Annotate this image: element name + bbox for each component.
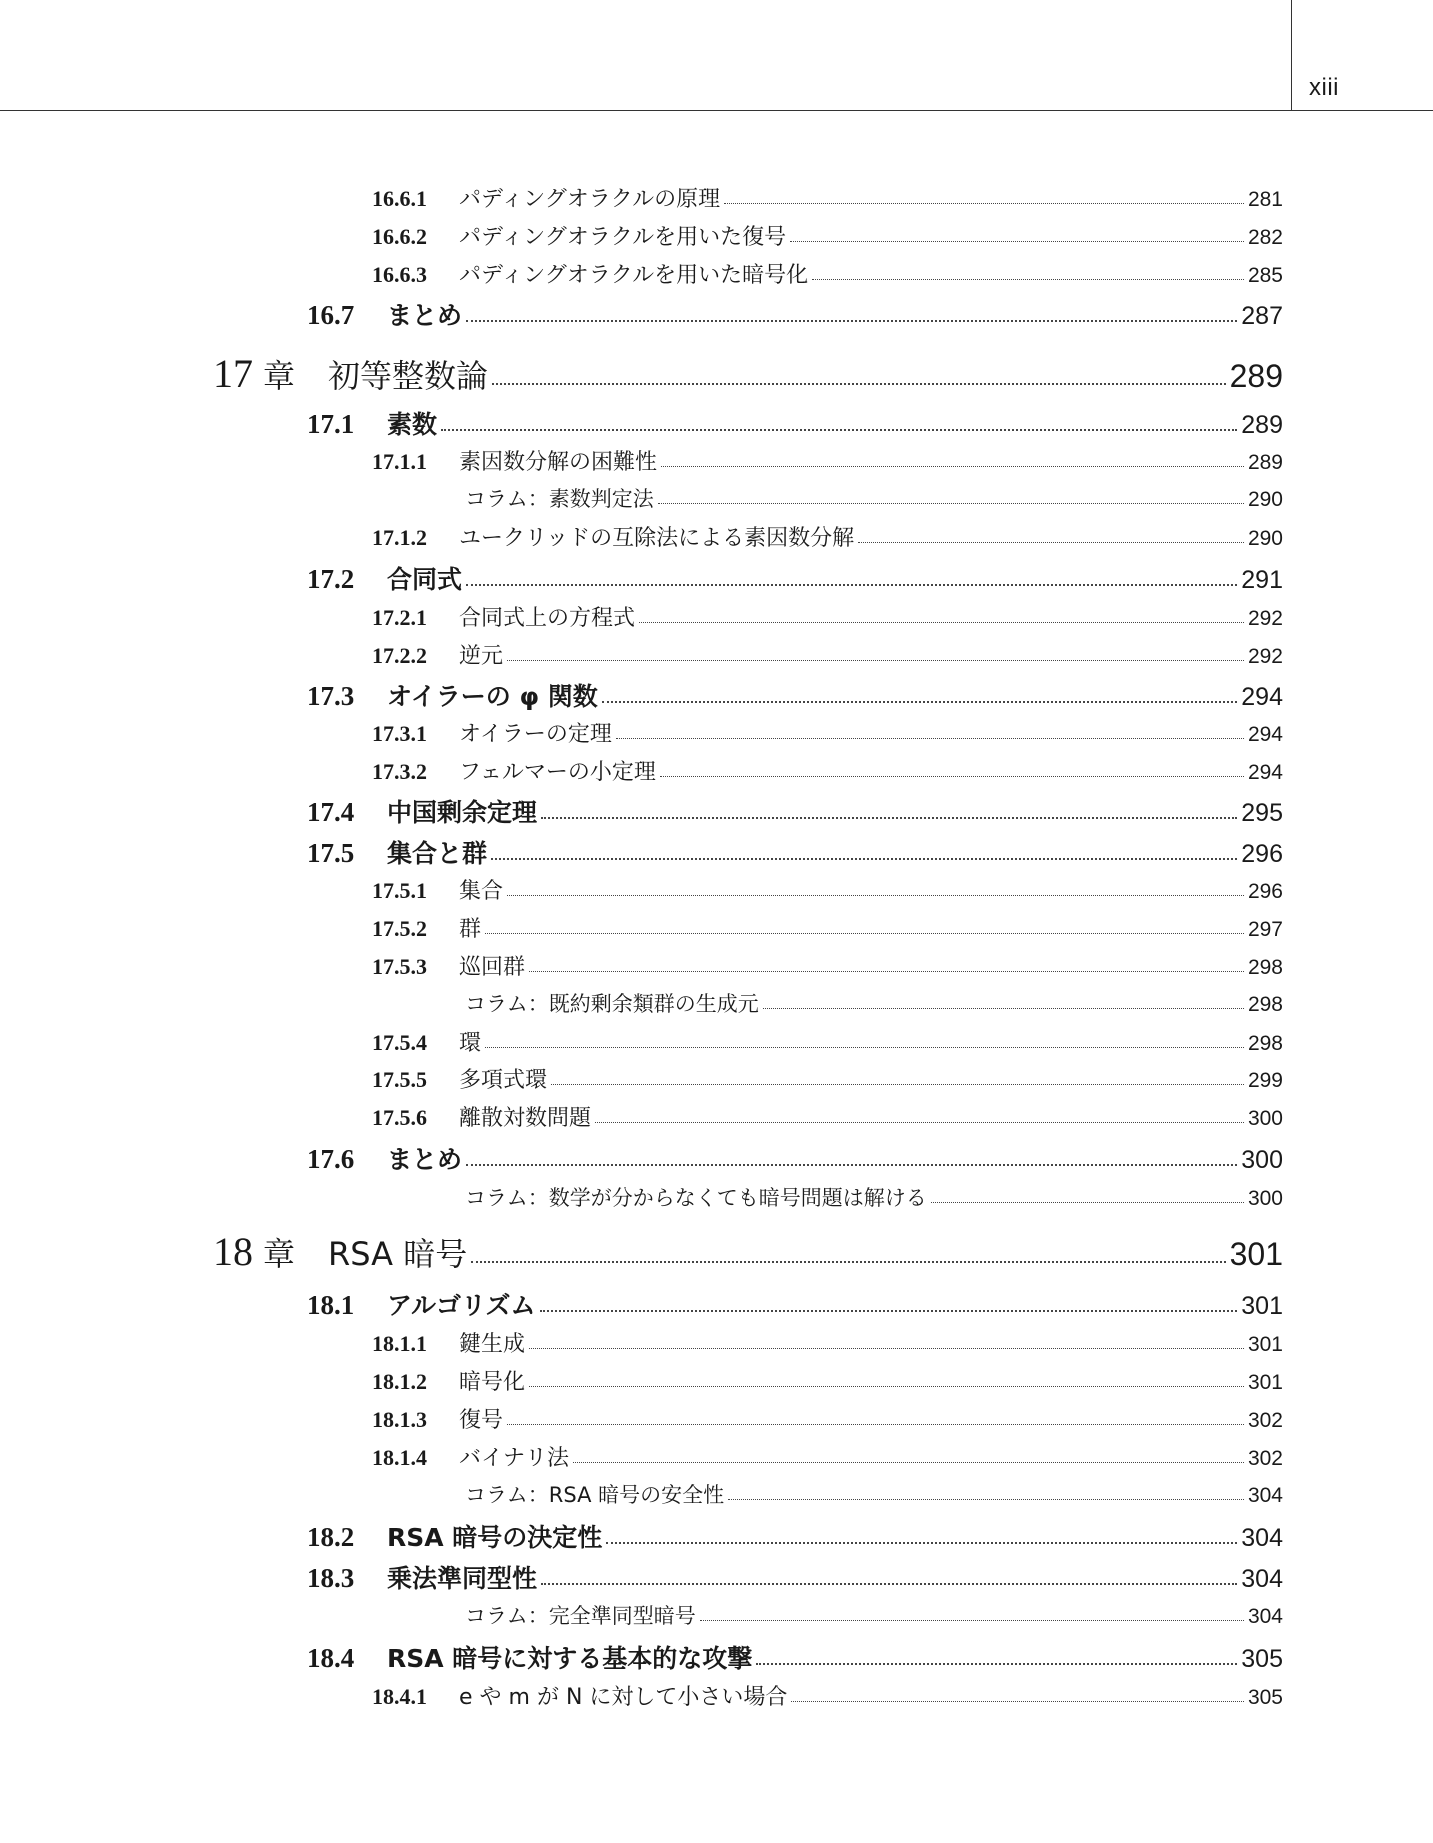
toc-subsection[interactable]	[372, 1441, 1283, 1472]
dot-leader	[658, 503, 1244, 504]
toc-subsection[interactable]	[372, 1026, 1283, 1057]
section-number: 17.1.1	[372, 449, 427, 474]
dot-leader	[661, 466, 1244, 467]
entry-title: パディングオラクルを用いた暗号化	[459, 263, 809, 288]
page-ref: 299	[1247, 1069, 1283, 1092]
toc-subsection[interactable]	[372, 1327, 1283, 1358]
dot-leader	[616, 738, 1244, 739]
entry-title: 初等整数論	[328, 357, 489, 395]
dot-leader	[724, 203, 1244, 204]
page-ref: 291	[1241, 566, 1283, 594]
dot-leader	[529, 1348, 1244, 1349]
page-ref: 290	[1247, 488, 1283, 511]
entry-title: コラム：既約剰余類群の生成元	[465, 992, 759, 1016]
chapter-kanji: 章	[263, 1235, 296, 1273]
page-ref: 304	[1247, 1605, 1283, 1628]
toc-subsection[interactable]	[372, 1063, 1283, 1094]
page-ref: 289	[1229, 358, 1283, 394]
entry-title: 離散対数問題	[459, 1106, 592, 1131]
toc-subsection[interactable]	[372, 220, 1283, 251]
toc-subsection[interactable]	[372, 874, 1283, 905]
entry-title: 集合	[459, 879, 504, 904]
section-number: 16.7	[307, 300, 355, 330]
dot-leader	[541, 1583, 1237, 1585]
entry-title: 乗法準同型性	[387, 1564, 538, 1593]
section-number: 17.5.5	[372, 1067, 427, 1092]
chapter-number	[213, 1228, 328, 1275]
page-ref: 294	[1247, 723, 1283, 746]
section-number: 17.3	[307, 681, 355, 711]
page-ref: 302	[1247, 1447, 1283, 1470]
section-number: 18.3	[307, 1563, 355, 1593]
toc-subsection[interactable]	[372, 950, 1283, 981]
section-number: 18.1	[307, 1290, 355, 1320]
page-ref: 302	[1247, 1409, 1283, 1432]
section-number: 17.2.1	[372, 605, 427, 630]
toc-section[interactable]	[307, 1559, 1283, 1595]
section-number: 17.3.1	[372, 721, 427, 746]
entry-title: アルゴリズム	[387, 1291, 536, 1320]
entry-title: RSA 暗号の決定性	[387, 1523, 603, 1552]
section-number: 18.1.3	[372, 1407, 427, 1432]
page-ref: 295	[1241, 799, 1283, 827]
page-ref: 289	[1247, 451, 1283, 474]
page-ref: 298	[1247, 993, 1283, 1016]
dot-leader	[441, 429, 1237, 431]
dot-leader	[763, 1008, 1244, 1009]
section-number: 17.2	[307, 564, 355, 594]
section-number: 17.4	[307, 797, 355, 827]
entry-title: 群	[459, 917, 482, 942]
section-number: 18.1.2	[372, 1369, 427, 1394]
section-number: 18.1.1	[372, 1331, 427, 1356]
section-number: 16.6.2	[372, 224, 427, 249]
toc-subsection[interactable]	[372, 755, 1283, 786]
section-number: 17.5.4	[372, 1030, 427, 1055]
dot-leader	[485, 1047, 1244, 1048]
entry-title: 暗号化	[459, 1370, 526, 1395]
entry-title: 素因数分解の困難性	[459, 450, 658, 475]
toc-section[interactable]	[307, 1518, 1283, 1554]
section-number: 17.2.2	[372, 643, 427, 668]
section-number: 16.6.3	[372, 262, 427, 287]
entry-title: パディングオラクルを用いた復号	[459, 225, 787, 250]
entry-title: 合同式上の方程式	[459, 606, 636, 631]
toc-section[interactable]	[307, 296, 1283, 332]
section-number: 17.1.2	[372, 525, 427, 550]
toc-subsection[interactable]	[372, 639, 1283, 670]
page-ref: 294	[1247, 761, 1283, 784]
entry-title: 合同式	[387, 565, 463, 594]
page-ref: 290	[1247, 527, 1283, 550]
chapter-number	[213, 350, 328, 397]
entry-title: フェルマーの小定理	[459, 760, 656, 785]
page-ref: 300	[1241, 1146, 1283, 1174]
section-number: 17.5.1	[372, 878, 427, 903]
dot-leader	[466, 320, 1237, 322]
section-number: 17.5	[307, 838, 355, 868]
entry-title: 素数	[387, 410, 438, 439]
page-ref: 304	[1241, 1524, 1283, 1552]
dot-leader	[595, 1122, 1244, 1123]
entry-title: 中国剰余定理	[387, 798, 538, 827]
dot-leader	[700, 1620, 1244, 1621]
page-ref: 298	[1247, 1032, 1283, 1055]
dot-leader	[639, 622, 1244, 623]
entry-title: 逆元	[459, 644, 504, 669]
toc-section[interactable]	[307, 1286, 1283, 1322]
entry-title: 多項式環	[459, 1068, 548, 1093]
entry-title: RSA 暗号	[328, 1235, 468, 1273]
toc-subsection[interactable]	[372, 1101, 1283, 1132]
toc-subsection[interactable]	[372, 601, 1283, 632]
dot-leader	[812, 279, 1244, 280]
dot-leader	[507, 1424, 1244, 1425]
section-number: 16.6.1	[372, 186, 427, 211]
page-ref: 289	[1241, 411, 1283, 439]
toc-subsection[interactable]	[372, 1680, 1283, 1711]
dot-leader	[551, 1084, 1244, 1085]
entry-title: 集合と群	[387, 839, 488, 868]
entry-title: バイナリ法	[459, 1446, 570, 1471]
section-number: 17.5.2	[372, 916, 427, 941]
page-ref: 300	[1247, 1187, 1283, 1210]
dot-leader	[790, 241, 1244, 242]
entry-title: オイラーの φ 関数	[387, 682, 598, 711]
page-ref: 301	[1241, 1292, 1283, 1320]
entry-title: ユークリッドの互除法による素因数分解	[459, 526, 855, 551]
dot-leader	[466, 584, 1237, 586]
toc-column[interactable]	[465, 1182, 1283, 1212]
page-ref: 281	[1247, 188, 1283, 211]
toc-section[interactable]	[307, 560, 1283, 596]
page-ref: 301	[1247, 1371, 1283, 1394]
toc-subsection[interactable]	[372, 521, 1283, 552]
toc-subsection[interactable]	[372, 912, 1283, 943]
page-ref: 287	[1241, 302, 1283, 330]
toc-chapter[interactable]	[213, 1228, 1283, 1275]
dot-leader	[602, 701, 1238, 703]
section-number: 17.5.6	[372, 1105, 427, 1130]
toc-column[interactable]	[465, 483, 1283, 513]
page-ref: 292	[1247, 645, 1283, 668]
page-ref: 297	[1247, 918, 1283, 941]
dot-leader	[471, 1261, 1225, 1263]
entry-title: コラム：RSA 暗号の安全性	[465, 1483, 725, 1507]
toc-column[interactable]	[465, 988, 1283, 1018]
toc-section[interactable]	[307, 405, 1283, 441]
dot-leader	[529, 1386, 1244, 1387]
dot-leader	[541, 817, 1237, 819]
section-number: 18.4	[307, 1643, 355, 1673]
dot-leader	[660, 776, 1244, 777]
header-rule	[0, 110, 1433, 111]
entry-title: 復号	[459, 1408, 504, 1433]
page-ref: 304	[1241, 1565, 1283, 1593]
toc-subsection[interactable]	[372, 445, 1283, 476]
toc-section[interactable]	[307, 1140, 1283, 1176]
entry-title: RSA 暗号に対する基本的な攻撃	[387, 1644, 753, 1673]
dot-leader	[507, 895, 1244, 896]
entry-title: 鍵生成	[459, 1332, 526, 1357]
dot-leader	[507, 660, 1244, 661]
page-ref: 292	[1247, 607, 1283, 630]
page-ref: 305	[1247, 1686, 1283, 1709]
chapter-digit: 18	[213, 1229, 253, 1274]
dot-leader	[606, 1542, 1237, 1544]
page-ref: 294	[1241, 683, 1283, 711]
dot-leader	[491, 858, 1237, 860]
entry-title: コラム：数学が分からなくても暗号問題は解ける	[465, 1186, 927, 1210]
dot-leader	[728, 1499, 1244, 1500]
page-ref: 296	[1241, 840, 1283, 868]
toc-section[interactable]	[307, 677, 1283, 713]
toc-subsection[interactable]	[372, 1365, 1283, 1396]
section-number: 18.4.1	[372, 1684, 427, 1709]
section-number: 17.6	[307, 1144, 355, 1174]
section-number: 18.1.4	[372, 1445, 427, 1470]
chapter-digit: 17	[213, 351, 253, 396]
toc-subsection[interactable]	[372, 717, 1283, 748]
header-vertical-rule	[1291, 0, 1292, 111]
dot-leader	[756, 1663, 1237, 1665]
entry-title: e や m が N に対して小さい場合	[459, 1685, 788, 1710]
page-ref: 296	[1247, 880, 1283, 903]
entry-title: パディングオラクルの原理	[459, 187, 721, 212]
entry-title: コラム：完全準同型暗号	[465, 1604, 696, 1628]
dot-leader	[485, 933, 1244, 934]
dot-leader	[931, 1202, 1244, 1203]
toc-column[interactable]	[465, 1479, 1283, 1509]
dot-leader	[540, 1310, 1238, 1312]
section-number: 17.1	[307, 409, 355, 439]
dot-leader	[529, 971, 1244, 972]
page-ref: 282	[1247, 226, 1283, 249]
entry-title: まとめ	[387, 301, 463, 330]
section-number: 17.5.3	[372, 954, 427, 979]
page-ref: 301	[1229, 1236, 1283, 1272]
page-ref: 300	[1247, 1107, 1283, 1130]
page-ref: 285	[1247, 264, 1283, 287]
dot-leader	[573, 1462, 1244, 1463]
page-ref: 304	[1247, 1484, 1283, 1507]
entry-title: まとめ	[387, 1145, 463, 1174]
toc-subsection[interactable]	[372, 182, 1283, 213]
toc-section[interactable]	[307, 793, 1283, 829]
page-number: xiii	[1309, 74, 1339, 101]
page-ref: 301	[1247, 1333, 1283, 1356]
entry-title: 環	[459, 1031, 482, 1056]
toc-column[interactable]	[465, 1600, 1283, 1630]
toc-section[interactable]	[307, 1639, 1283, 1675]
page-ref: 298	[1247, 956, 1283, 979]
entry-title: オイラーの定理	[459, 722, 612, 747]
dot-leader	[791, 1701, 1244, 1702]
dot-leader	[466, 1164, 1237, 1166]
entry-title: コラム：素数判定法	[465, 487, 654, 511]
page-ref: 305	[1241, 1645, 1283, 1673]
section-number: 18.2	[307, 1522, 355, 1552]
toc-section[interactable]	[307, 834, 1283, 870]
toc-subsection[interactable]	[372, 1403, 1283, 1434]
toc-chapter[interactable]	[213, 350, 1283, 397]
chapter-kanji: 章	[263, 357, 296, 395]
dot-leader	[492, 383, 1226, 385]
entry-title: 巡回群	[459, 955, 526, 980]
section-number: 17.3.2	[372, 759, 427, 784]
dot-leader	[858, 542, 1244, 543]
toc-subsection[interactable]	[372, 258, 1283, 289]
